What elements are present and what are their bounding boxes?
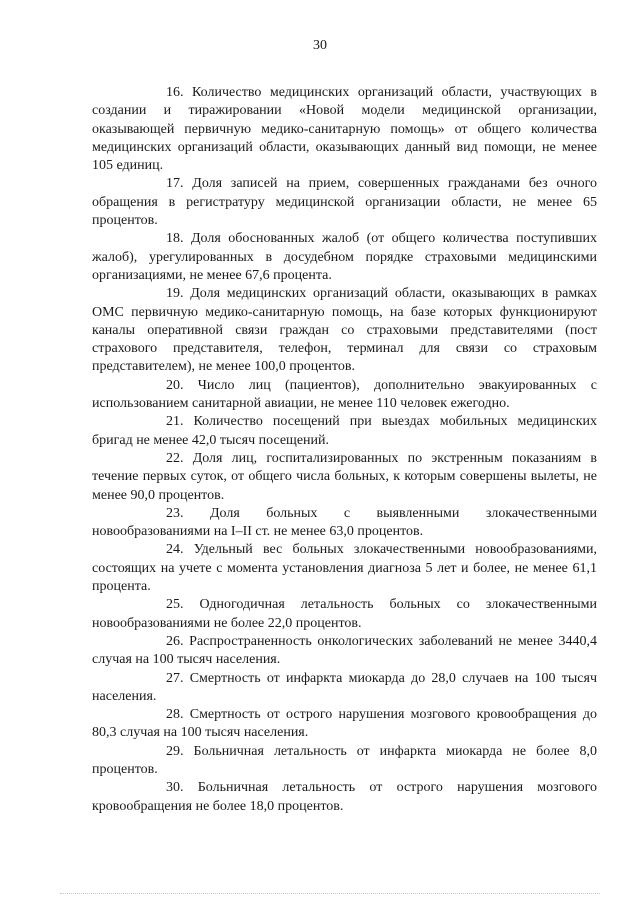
item-number: 17. (166, 176, 184, 192)
item-text: Смертность от инфаркта миокарда до 28,0 случаев на 100 тысяч населения. (92, 670, 597, 704)
item-number: 28. (166, 707, 184, 723)
list-item (92, 175, 597, 230)
item-number: 20. (166, 377, 184, 393)
item-text: Доля записей на прием, совершенных гражданами без очного обращения в регистратуру медицинской организации области, не менее 65 процентов. (92, 176, 598, 229)
list-item (92, 596, 597, 633)
list-item (92, 505, 597, 542)
item-text: Число лиц (пациентов), дополнительно эвакуированных с использованием санитарной авиации, не менее 110 человек ежегодно. (92, 377, 597, 412)
list-item (92, 84, 597, 175)
list-item (92, 413, 597, 450)
list-item (92, 706, 597, 743)
item-text: Удельный вес больных злокачественными новообразованиями, состоящих на учете с момента установления диагноза 5 лет и более, не менее 61,1 процента. (92, 542, 598, 595)
item-text: Доля больных с выявленными злокачественными новообразованиями на I–II ст. не менее 63,0 процентов. (92, 505, 598, 540)
page-number: 30 (313, 38, 327, 53)
item-number: 30. (166, 780, 184, 796)
item-text: Доля обоснованных жалоб (от общего количества поступивших жалоб), урегулированных в досудебном порядке страховыми медицинскими организациями, не менее 67,6 процента. (92, 231, 597, 283)
item-number: 23. (166, 505, 184, 521)
list-item (92, 541, 597, 596)
item-number: 21. (166, 414, 184, 430)
item-number: 29. (166, 743, 184, 759)
item-text: Смертность от острого нарушения мозгового кровообращения до 80,3 случая на 100 тысяч населения. (92, 707, 598, 741)
item-number: 16. (166, 85, 184, 100)
item-text: Доля лиц, госпитализированных по экстренным показаниям в течение первых суток, от общего числа больных, к которым совершены вылеты, не менее 90,0 процентов. (92, 450, 597, 503)
list-item (92, 743, 597, 780)
list-item (92, 230, 597, 285)
item-text: Доля медицинских организаций области, оказывающих в рамках ОМС первичную медико-санитарную помощь, на базе которых функционируют каналы оперативной связи граждан со страховыми представителями (пост страхового представителя, телефон, терминал для связи со страховым представителем), не менее 100,0 процентов. (92, 286, 598, 375)
item-number: 25. (166, 597, 184, 613)
list-item (92, 670, 597, 707)
item-text: Больничная летальность от инфаркта миокарда не более 8,0 процентов. (92, 743, 598, 777)
item-number: 18. (166, 231, 184, 247)
item-text: Количество медицинских организаций области, участвующих в создании и тиражировании «Новой модели медицинской организации, оказывающей первичную медико-санитарную помощь» от общего количества медицинских организаций области, оказывающих данный вид помощи, не менее 105 единиц. (92, 85, 597, 174)
item-text: Количество посещений при выездах мобильных медицинских бригад не менее 42,0 тысяч посещений. (92, 414, 598, 448)
document-body (92, 84, 597, 816)
item-number: 24. (166, 542, 184, 558)
scan-artifact-line (60, 893, 600, 895)
item-number: 19. (166, 286, 184, 302)
item-text: Одногодичная летальность больных со злокачественными новообразованиями не более 22,0 процентов. (92, 597, 597, 631)
item-number: 26. (166, 633, 184, 649)
list-item (92, 779, 597, 816)
item-number: 22. (166, 450, 184, 466)
list-item (92, 633, 597, 670)
item-text: Больничная летальность от острого нарушения мозгового кровообращения не более 18,0 процентов. (92, 780, 598, 814)
item-number: 27. (166, 670, 184, 686)
list-item (92, 285, 597, 376)
list-item (92, 377, 597, 414)
item-text: Распространенность онкологических заболеваний не менее 3440,4 случая на 100 тысяч населения. (92, 633, 597, 668)
list-item (92, 450, 597, 505)
